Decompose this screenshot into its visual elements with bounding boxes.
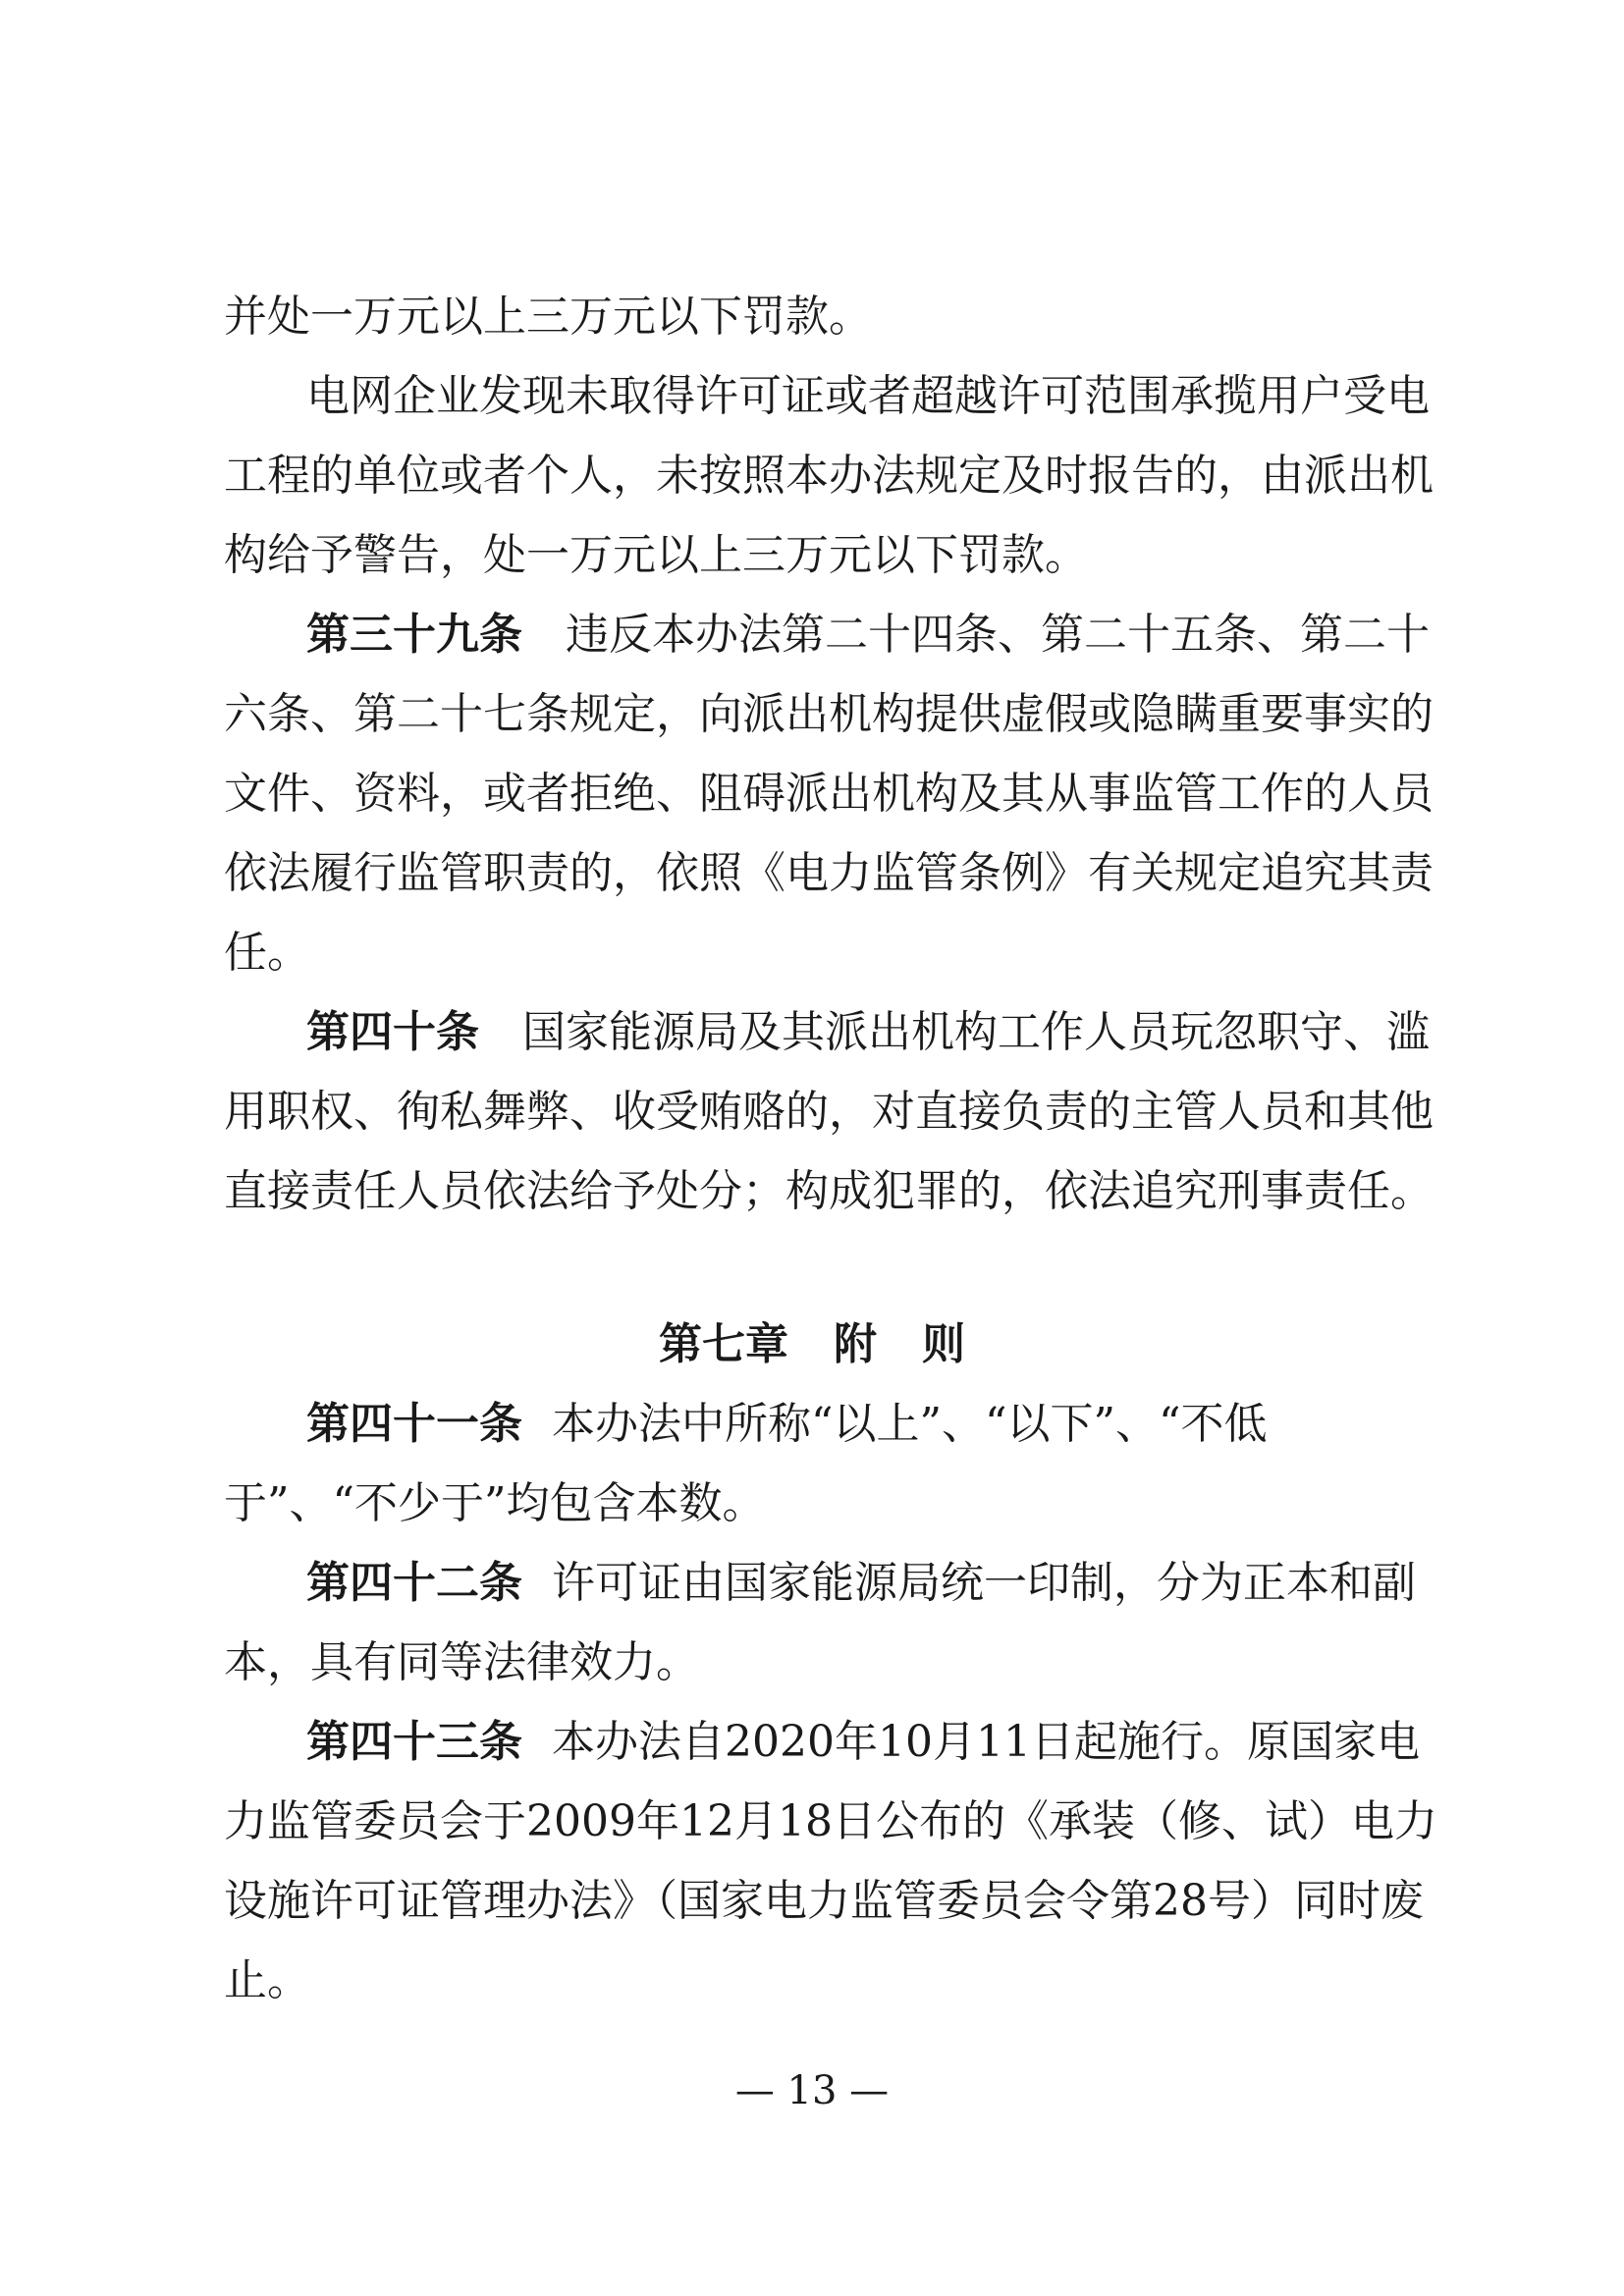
paragraph-line: 任。 <box>224 928 310 978</box>
article-43-first-line: 第四十三条 本办法自2020年10月11日起施行。原国家电 <box>306 1717 1420 1767</box>
paragraph-line: 设施许可证管理办法》（国家电力监管委员会令第28号）同时废 <box>224 1876 1424 1926</box>
chapter-heading: 第七章 附 则 <box>659 1319 965 1369</box>
paragraph-line: 六 条 、 第 二 十 七 条 规 定 ， 向 派 出 机 构 提 供 虚 假 或 隐 瞒 重 要 事 实 的 <box>224 689 1434 739</box>
article-39-first-line: 第三十九条 违反本办法第二十四条、第二十五条、第二十 <box>306 610 1430 660</box>
article-43-label: 第四十三条 <box>306 1717 522 1767</box>
paragraph-line: 本，具有同等法律效力。 <box>224 1637 699 1687</box>
paragraph-line: 依 法 履 行 监 管 职 责 的 ， 依 照 《 电 力 监 管 条 例 》 有 关 规 定 追 究 其 责 <box>224 848 1434 898</box>
paragraph-line: 文 件 、 资 料 ， 或 者 拒 绝 、 阻 碍 派 出 机 构 及 其 从 事 监 管 工 作 的 人 员 <box>224 769 1434 819</box>
article-42-first-line: 第四十二条 许可证由国家能源局统一印制，分为正本和副 <box>306 1558 1416 1608</box>
article-41-first-line: 第四十一条 本办法中所称“以上”、“以下”、“不低 <box>306 1399 1268 1449</box>
paragraph-line: 止。 <box>224 1955 310 2005</box>
paragraph-line: 电网企业发现未取得许可证或者超越许可范围承揽用户受电 <box>306 371 1430 421</box>
article-39-label: 第三十九条 <box>306 610 522 660</box>
paragraph-line: 工 程 的 单 位 或 者 个 人 ， 未 按 照 本 办 法 规 定 及 时 报 告 的 ， 由 派 出 机 <box>224 451 1434 501</box>
paragraph-line: 构给予警告，处一万元以上三万元以下罚款。 <box>224 530 1088 580</box>
article-40-label: 第四十条 <box>306 1007 479 1057</box>
paragraph-line: 力监管委员会于2009年12月18日公布的《承装（修、试）电力 <box>224 1796 1437 1846</box>
paragraph-line: 并处一万元以上三万元以下罚款。 <box>224 292 872 342</box>
article-42-label: 第四十二条 <box>306 1558 522 1608</box>
article-41-label: 第四十一条 <box>306 1399 522 1449</box>
paragraph-line: 用 职 权 、 徇 私 舞 弊 、 收 受 贿 赂 的 ， 对 直 接 负 责 的 主 管 人 员 和 其 他 <box>224 1087 1434 1137</box>
paragraph-line: 于”、“不少于”均包含本数。 <box>224 1478 766 1528</box>
paragraph-line: 直接责任人员依法给予处分；构成犯罪的，依法追究刑事责任。 <box>224 1166 1434 1216</box>
article-40-first-line: 第四十条 国家能源局及其派出机构工作人员玩忽职守、滥 <box>306 1007 1430 1057</box>
page-number: — 13 — <box>734 2068 890 2113</box>
